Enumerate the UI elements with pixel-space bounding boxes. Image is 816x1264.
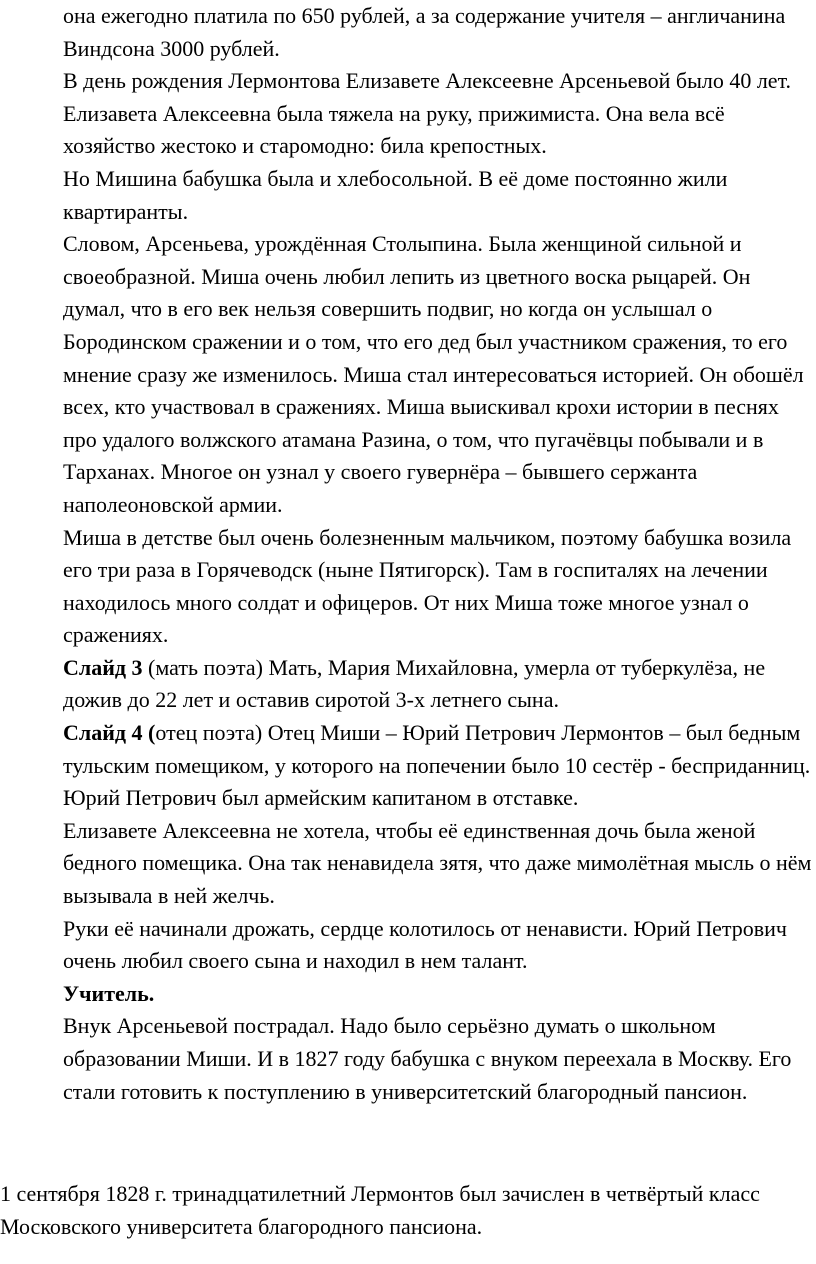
paragraph-childhood-illness: Миша в детстве был очень болезненным мальчиком, поэтому бабушка возила его три раза в Горячеводск (ныне Пятигорск). Там в госпиталях на лечении находилось много солдат и офицеров. От них Миша тоже многое узнал о сражениях. [63, 524, 792, 648]
slide-4-text: отец поэта) Отец Миши – Юрий Петрович Лермонтов – был бедным тульским помещиком, у которого на попечении было 10 сестёр - бесприданниц. Юрий Петрович был армейским капитаном в отставке. [63, 720, 811, 811]
paragraph-teacher: Внук Арсеньевой пострадал. Надо было серьёзно думать о школьном образовании Миши. И в 1827 году бабушка с внуком переехала в Москву. Его стали готовить к поступлению в университетский благородный пансион. [63, 1013, 792, 1104]
paragraph-father-love: Руки её начинали дрожать, сердце колотилось от ненависти. Юрий Петрович очень любил своего сына и находил в нем талант. [63, 915, 787, 974]
paragraph-tuition: она ежегодно платила по 650 рублей, а за содержание учителя – англичанина Виндсона 3000 рублей. [63, 3, 786, 61]
paragraph-grandmother-age: В день рождения Лермонтова Елизавете Алексеевне Арсеньевой было 40 лет. Елизавета Алексеевна была тяжела на руку, прижимиста. Она вела всё хозяйство жестоко и старомодно: била крепостных. [63, 68, 792, 159]
slide-3-label: Слайд 3 [63, 654, 143, 680]
document-footer-paragraph [0, 1178, 810, 1243]
paragraph-hatred: Елизавете Алексеевна не хотела, чтобы её единственная дочь была женой бедного помещика. Она так ненавидела зятя, что даже мимолётная мысль о нём вызывала в ней желчь. [63, 817, 812, 909]
paragraph-slide-4 [63, 717, 813, 815]
document-body [63, 0, 813, 1108]
slide-3-text: (мать поэта) Мать, Мария Михайловна, умерла от туберкулёза, не дожив до 22 лет и оставив сиротой 3-х летнего сына. [63, 654, 766, 713]
paragraph-slide-3 [63, 652, 813, 717]
slide-4-label: Слайд 4 ( [63, 720, 156, 746]
paragraph-history-interest: Словом, Арсеньева, урождённая Столыпина. Была женщиной сильной и своеобразной. Миша очень любил лепить из цветного воска рыцарей. Он думал, что в его век нельзя совершить подвиг, но когда он услышал о Бородинском сражении и о том, что его дед был участником сражения, то его мнение сразу же изменилось. Миша стал интересоваться историей. Он обошёл всех, кто участвовал в сражениях. Миша выискивал крохи истории в песнях про удалого волжского атамана Разина, о том, что пугачёвцы побывали и в Тарханах. Многое он узнал у своего гувернёра – бывшего сержанта наполеоновской армии. [63, 231, 804, 517]
teacher-heading [63, 978, 813, 1011]
paragraph-hospitality: Но Мишина бабушка была и хлебосольной. В её доме постоянно жили квартиранты. [63, 165, 728, 224]
teacher-label: Учитель. [63, 980, 155, 1006]
paragraph-enrollment: 1 сентября 1828 г. тринадцатилетний Лермонтов был зачислен в четвёртый класс Московского университета благородного пансиона. [0, 1181, 760, 1239]
